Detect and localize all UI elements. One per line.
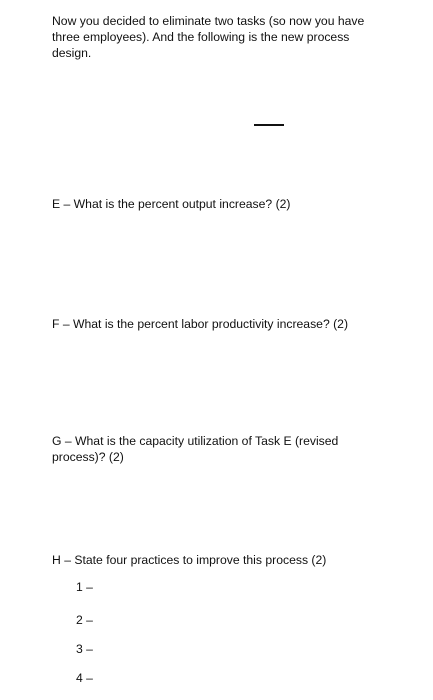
question-g: G – What is the capacity utilization of Task E (revised process)? (2) — [52, 434, 339, 464]
question-h: H – State four practices to improve this process (2) — [52, 553, 327, 567]
practice-item-4: 4 – — [76, 671, 93, 685]
question-e: E – What is the percent output increase? (2) — [52, 197, 291, 211]
practice-item-1: 1 – — [76, 580, 93, 594]
intro-paragraph: Now you decided to eliminate two tasks (so now you have three employees). And the following is the new process design. — [52, 14, 365, 60]
practice-item-3: 3 – — [76, 642, 93, 656]
question-f: F – What is the percent labor productivity increase? (2) — [52, 317, 349, 331]
practice-item-2: 2 – — [76, 613, 93, 627]
process-design-placeholder-line — [254, 124, 284, 126]
